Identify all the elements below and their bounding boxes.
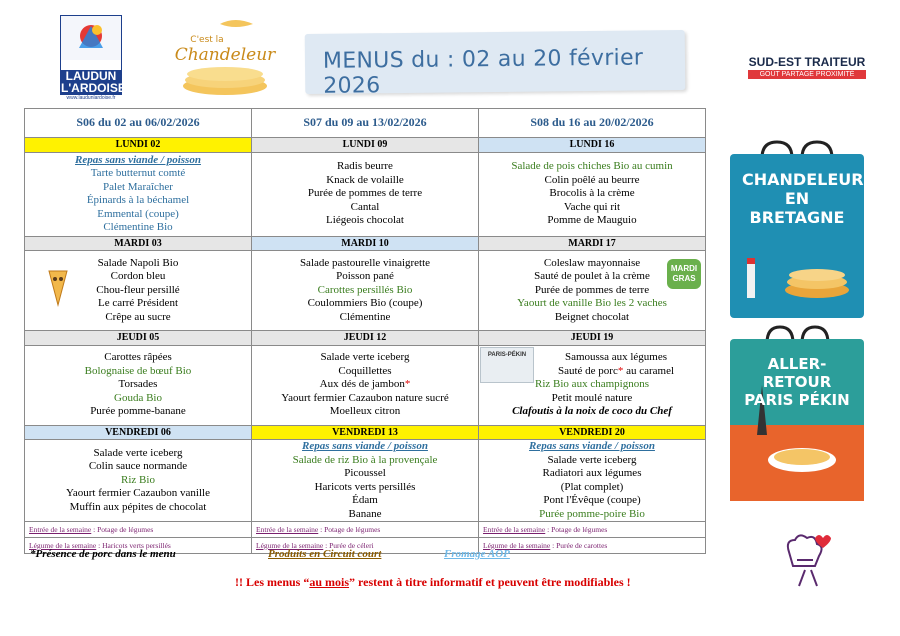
legume-label: Légume de la semaine [29, 540, 97, 550]
poster-bretagne-title: CHANDELEUR EN BRETAGNE [742, 170, 864, 227]
menus-title: MENUS du : 02 au 20 février 2026 [322, 45, 644, 99]
menu-item: Sauté de poulet à la crème [534, 270, 650, 283]
menu-item: Clémentine Bio [103, 221, 173, 233]
menu-cell [252, 345, 479, 425]
day-label: LUNDI 09 [252, 138, 479, 153]
entree-label: Entrée de la semaine [29, 524, 92, 534]
crepe-icon [45, 267, 71, 307]
menu-item: Pomme de Mauguio [547, 214, 637, 227]
caterer-logo [748, 55, 866, 79]
entree-cell: Entrée de la semaine : Potage de légumes [25, 522, 252, 538]
city-logo-url: www.laudunlardoise.fr [66, 95, 116, 101]
menu-table [24, 108, 706, 554]
entree-value: Potage de légumes [551, 524, 608, 534]
mardi-gras-badge: MARDI GRAS [667, 259, 701, 289]
menu-item: Le carré Président [97, 297, 178, 310]
disclaimer-text: ” restent à titre informatif et peuvent être modifiables ! [349, 575, 631, 589]
menu-item: Colin sauce normande [88, 460, 188, 473]
legume-value: Purée de céleri [329, 540, 374, 550]
menu-item: Carottes râpées [104, 351, 172, 364]
menu-item-text: Sauté de porc [557, 364, 618, 377]
legume-value: Haricots verts persillés [102, 540, 171, 550]
menu-item: Moelleux citron [329, 405, 401, 418]
menu-item: Palet Maraîcher [103, 180, 173, 193]
menu-cell [25, 440, 252, 522]
week-header: S06 du 02 au 06/02/2026 [25, 109, 252, 138]
menu-item: Samoussa aux légumes [564, 351, 668, 364]
menu-item: Salade de riz Bio à la provençale [292, 453, 438, 466]
chef-hat-icon [775, 530, 835, 590]
svg-text:Chandeleur: Chandeleur [174, 45, 276, 65]
menu-item: Beignet chocolat [554, 310, 630, 323]
menu-cell [479, 345, 706, 425]
caterer-tagline: GOÛT PARTAGE PROXIMITÉ [748, 70, 866, 79]
legume-cell: Légume de la semaine : Purée de carottes [479, 538, 706, 554]
menu-item: Bolognaise de bœuf Bio [84, 364, 192, 377]
menu-item: Haricots verts persillés [314, 480, 416, 493]
menu-item: Gouda Bio [114, 391, 162, 404]
day-label: VENDREDI 06 [25, 425, 252, 440]
menus-title-banner [305, 30, 686, 99]
day-label: MARDI 03 [25, 236, 252, 251]
entree-label: Entrée de la semaine [256, 524, 319, 534]
menu-item: Vache qui rit [563, 200, 621, 213]
menu-item: Yaourt fermier Cazaubon vanille [66, 487, 210, 500]
day-label: JEUDI 05 [25, 331, 252, 346]
entree-value: Potage de légumes [97, 524, 154, 534]
menu-item: Salade verte iceberg [547, 453, 637, 466]
svg-text:C'est la: C'est la [190, 35, 224, 45]
legend-porc: *Présence de porc dans le menu [30, 548, 176, 560]
city-logo [60, 15, 126, 95]
menu-item: Knack de volaille [326, 173, 404, 186]
menu-item: Colin poêlé au beurre [544, 173, 640, 186]
day-row-jeudi [25, 331, 706, 346]
menu-item: Purée pomme-poire Bio [539, 507, 645, 520]
disclaimer-emphasis: au mois [309, 575, 350, 589]
menu-item: Repas sans viande / poisson [529, 440, 655, 452]
menu-item: Coquillettes [338, 364, 392, 377]
day-label: LUNDI 02 [25, 138, 252, 153]
menu-cell [252, 152, 479, 236]
legend-fromage-aop: Fromage AOP [444, 548, 510, 560]
menu-cell [479, 440, 706, 522]
day-row-mardi [25, 236, 706, 251]
menu-item: Petit moulé nature [551, 391, 633, 404]
day-label: JEUDI 19 [479, 331, 706, 346]
disclaimer [235, 575, 631, 590]
menu-item: (Plat complet) [560, 480, 624, 493]
legume-label: Légume de la semaine [256, 540, 324, 550]
menu-item: Salade verte iceberg [320, 351, 410, 364]
poster-paris-title: ALLER-RETOUR PARIS PÉKIN [744, 355, 850, 409]
legume-label: Légume de la semaine [483, 540, 551, 550]
menu-cell [479, 152, 706, 236]
city-logo-name: LAUDUN L'ARDOISE [61, 69, 126, 95]
entree-row [25, 522, 706, 538]
menu-cell [25, 152, 252, 236]
menu-item: Repas sans viande / poisson [75, 153, 201, 166]
menu-item: Purée de pommes de terre [307, 187, 423, 200]
day-label: MARDI 17 [479, 236, 706, 251]
day-row-lundi [25, 138, 706, 153]
menu-item: Picoussel [344, 467, 386, 479]
menu-item: Chou-fleur persillé [96, 283, 180, 296]
menu-item: Yaourt de vanille Bio les 2 vaches [517, 297, 667, 310]
city-logo-emblem [61, 16, 121, 60]
entree-label: Entrée de la semaine [483, 524, 546, 534]
legume-cell: Légume de la semaine : Haricots verts persillés [25, 538, 252, 554]
week-header-row [25, 109, 706, 138]
menu-item: Purée pomme-banane [90, 405, 186, 418]
menu-item: Banane [348, 507, 382, 520]
day-label: VENDREDI 13 [252, 425, 479, 440]
menu-item: Radis beurre [337, 160, 393, 173]
menu-item: Cordon bleu [110, 270, 166, 283]
poster-paris-pekin [722, 325, 872, 503]
menu-item: Coulommiers Bio (coupe) [307, 297, 423, 310]
menu-item: Carottes persillés Bio [317, 283, 413, 296]
menu-item: Épinards à la béchamel [86, 194, 190, 206]
menu-row-lundi [25, 152, 706, 236]
menu-item: Riz Bio [121, 473, 155, 486]
menu-item: Tarte butternut comté [90, 167, 186, 179]
menu-cell [25, 345, 252, 425]
menu-item: Brocolis à la crème [549, 187, 635, 200]
menu-item: Édam [352, 494, 378, 506]
menu-item: Torsades [118, 378, 158, 391]
week-header: S08 du 16 au 20/02/2026 [479, 109, 706, 138]
poster-chandeleur-bretagne [722, 140, 872, 320]
entree-cell: Entrée de la semaine : Potage de légumes [479, 522, 706, 538]
week-header: S07 du 09 au 13/02/2026 [252, 109, 479, 138]
paris-pekin-badge-text: PARIS-PÉKIN [487, 351, 527, 358]
menu-item: Liégeois chocolat [326, 214, 404, 227]
legend-circuit-court: Produits en Circuit court [268, 548, 382, 560]
day-label: JEUDI 12 [252, 331, 479, 346]
chandeleur-logo [165, 14, 285, 100]
menu-item: Salade pastourelle vinaigrette [299, 256, 431, 269]
day-label: LUNDI 16 [479, 138, 706, 153]
menu-item: Poisson pané [336, 270, 394, 283]
menu-row-vendredi [25, 440, 706, 522]
menu-item-text: Aux dés de jambon [319, 378, 405, 391]
menu-item: Pont l'Évêque (coupe) [543, 494, 641, 506]
paris-pekin-badge [480, 347, 534, 383]
menu-item: Yaourt fermier Cazaubon nature sucré [281, 391, 449, 404]
legume-cell: Légume de la semaine : Purée de céleri [252, 538, 479, 554]
menu-cell [25, 251, 252, 331]
entree-cell: Entrée de la semaine : Potage de légumes [252, 522, 479, 538]
legume-value: Purée de carottes [556, 540, 608, 550]
menu-item: Cantal [350, 200, 380, 213]
pork-mark: * [404, 378, 411, 391]
day-label: VENDREDI 20 [479, 425, 706, 440]
menu-item: Coleslaw mayonnaise [543, 256, 641, 269]
menu-item: Salade verte iceberg [93, 446, 183, 459]
menu-cell [252, 251, 479, 331]
menu-item [252, 378, 478, 392]
menu-item: Clafoutis à la noix de coco du Chef [512, 405, 672, 418]
menu-item: Crêpe au sucre [105, 310, 171, 323]
menu-item: Salade de pois chiches Bio au cumin [511, 160, 673, 173]
menu-item: Salade Napoli Bio [97, 256, 179, 269]
entree-value: Potage de légumes [324, 524, 381, 534]
menu-item-text: au caramel [626, 364, 675, 377]
disclaimer-text: !! Les menus “ [235, 575, 310, 589]
menu-cell [479, 251, 706, 331]
menu-item: Clémentine [339, 310, 391, 323]
pork-mark: * [617, 364, 624, 377]
menu-item: Purée de pommes de terre [534, 283, 650, 296]
menu-item: Emmental (coupe) [97, 207, 179, 220]
menu-item: Radiatori aux légumes [542, 467, 642, 479]
menu-item: Riz Bio aux champignons [535, 378, 649, 391]
menu-cell [252, 440, 479, 522]
menu-row-mardi [25, 251, 706, 331]
menu-item: Repas sans viande / poisson [302, 440, 428, 452]
menu-row-jeudi [25, 345, 706, 425]
day-label: MARDI 10 [252, 236, 479, 251]
day-row-vendredi [25, 425, 706, 440]
caterer-name: SUD-EST TRAITEUR [748, 55, 866, 69]
menu-item: Muffin aux pépites de chocolat [69, 500, 207, 513]
